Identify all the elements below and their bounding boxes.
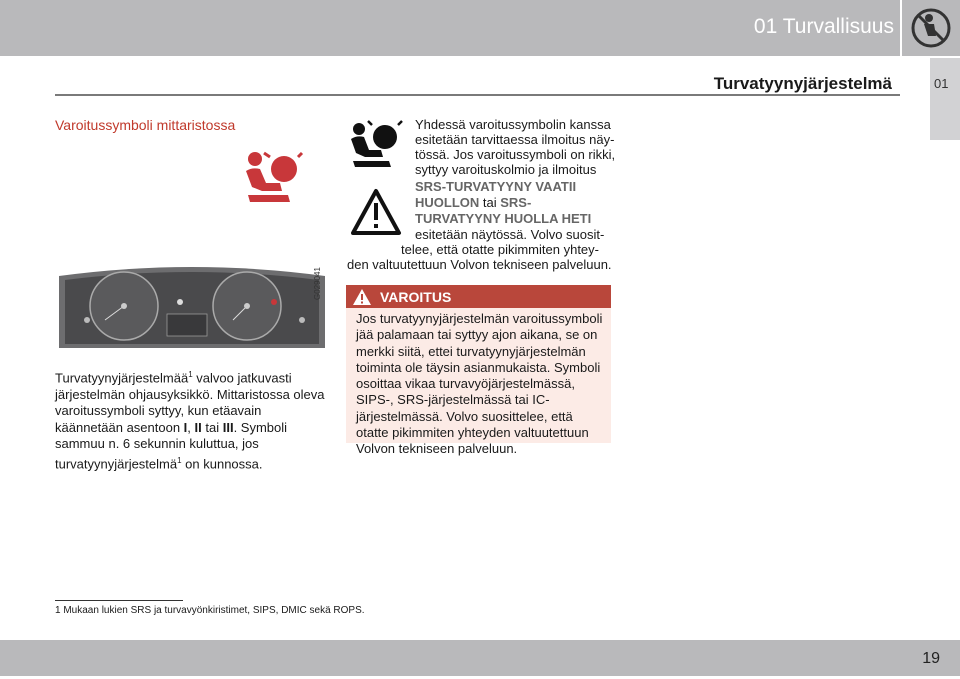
body-line: den valtuutettuun Volvon tekniseen palveluun. xyxy=(347,257,612,272)
warning-triangle-icon xyxy=(352,288,372,306)
warning-title: VAROITUS xyxy=(380,289,452,305)
display-message: TURVATYYNY HUOLLA HETI xyxy=(415,211,592,226)
section-divider xyxy=(55,94,900,96)
body-line: telee, että otatte pikimmiten yhtey- xyxy=(401,242,599,257)
chapter-tab xyxy=(930,58,960,140)
warning-triangle-icon xyxy=(347,185,405,241)
chapter-icon-box xyxy=(902,0,960,56)
airbag-icon xyxy=(347,117,405,179)
subsection-title: Varoitussymboli mittaristossa xyxy=(55,117,236,133)
page-number: 19 xyxy=(922,650,940,667)
footer-bar xyxy=(0,640,960,676)
footnote-divider xyxy=(55,600,183,601)
warning-text: Jos turvatyynyjärjestelmän varoitussymboli jää palamaan tai syttyy ajon aikana, se on merkki siitä, ettei turvatyynyjärjestelmän toiminta ole täysin asianmukaista. Symboli osoittaa vikaa turvavyöjärjestelmässä, SIPS-, SRS-järjestelmässä tai IC-järjestelmässä. Volvo suosittelee, että otatte pikimmiten yhteyden valtuutettuun Volvon tekniseen palveluun. xyxy=(356,311,603,457)
chapter-tab-number: 01 xyxy=(934,76,949,91)
section-title: Turvatyynyjärjestelmä xyxy=(713,74,892,93)
left-paragraph: Turvatyynyjärjestelmää$^1$ valvoo jatkuvasti järjestelmän ohjausyksikkö. Mittaristossa oleva varoitussymboli syttyy, kun etäavain käännetään asentoon I, II tai III. Symboli sammuu n. 6 sekunnin kuluttua, jos turvatyynyjärjestelmä$^1$ on kunnossa. xyxy=(55,370,325,472)
body-line: esitetään tarvittaessa ilmoitus näy- xyxy=(415,132,615,147)
footnote: 1 Mukaan lukien SRS ja turvavyönkiristimet, SIPS, DMIC sekä ROPS. xyxy=(55,605,365,616)
instrument-cluster-image xyxy=(57,262,327,349)
body-line: tössä. Jos varoitussymboli on rikki, xyxy=(415,147,616,162)
body-line: HUOLLON tai SRS- xyxy=(415,195,532,210)
body-line: Yhdessä varoitussymbolin kanssa xyxy=(415,117,611,132)
body-line: syttyy varoituskolmio ja ilmoitus xyxy=(415,162,597,177)
chapter-title: 01 Turvallisuus xyxy=(753,15,894,38)
display-message: SRS-TURVATYYNY VAATII xyxy=(415,179,577,194)
seatbelt-prohibited-icon xyxy=(902,0,960,56)
airbag-warning-red-icon xyxy=(240,147,304,205)
figure-code: G029041 xyxy=(313,267,322,300)
body-line: esitetään näytössä. Volvo suosit- xyxy=(415,227,605,242)
